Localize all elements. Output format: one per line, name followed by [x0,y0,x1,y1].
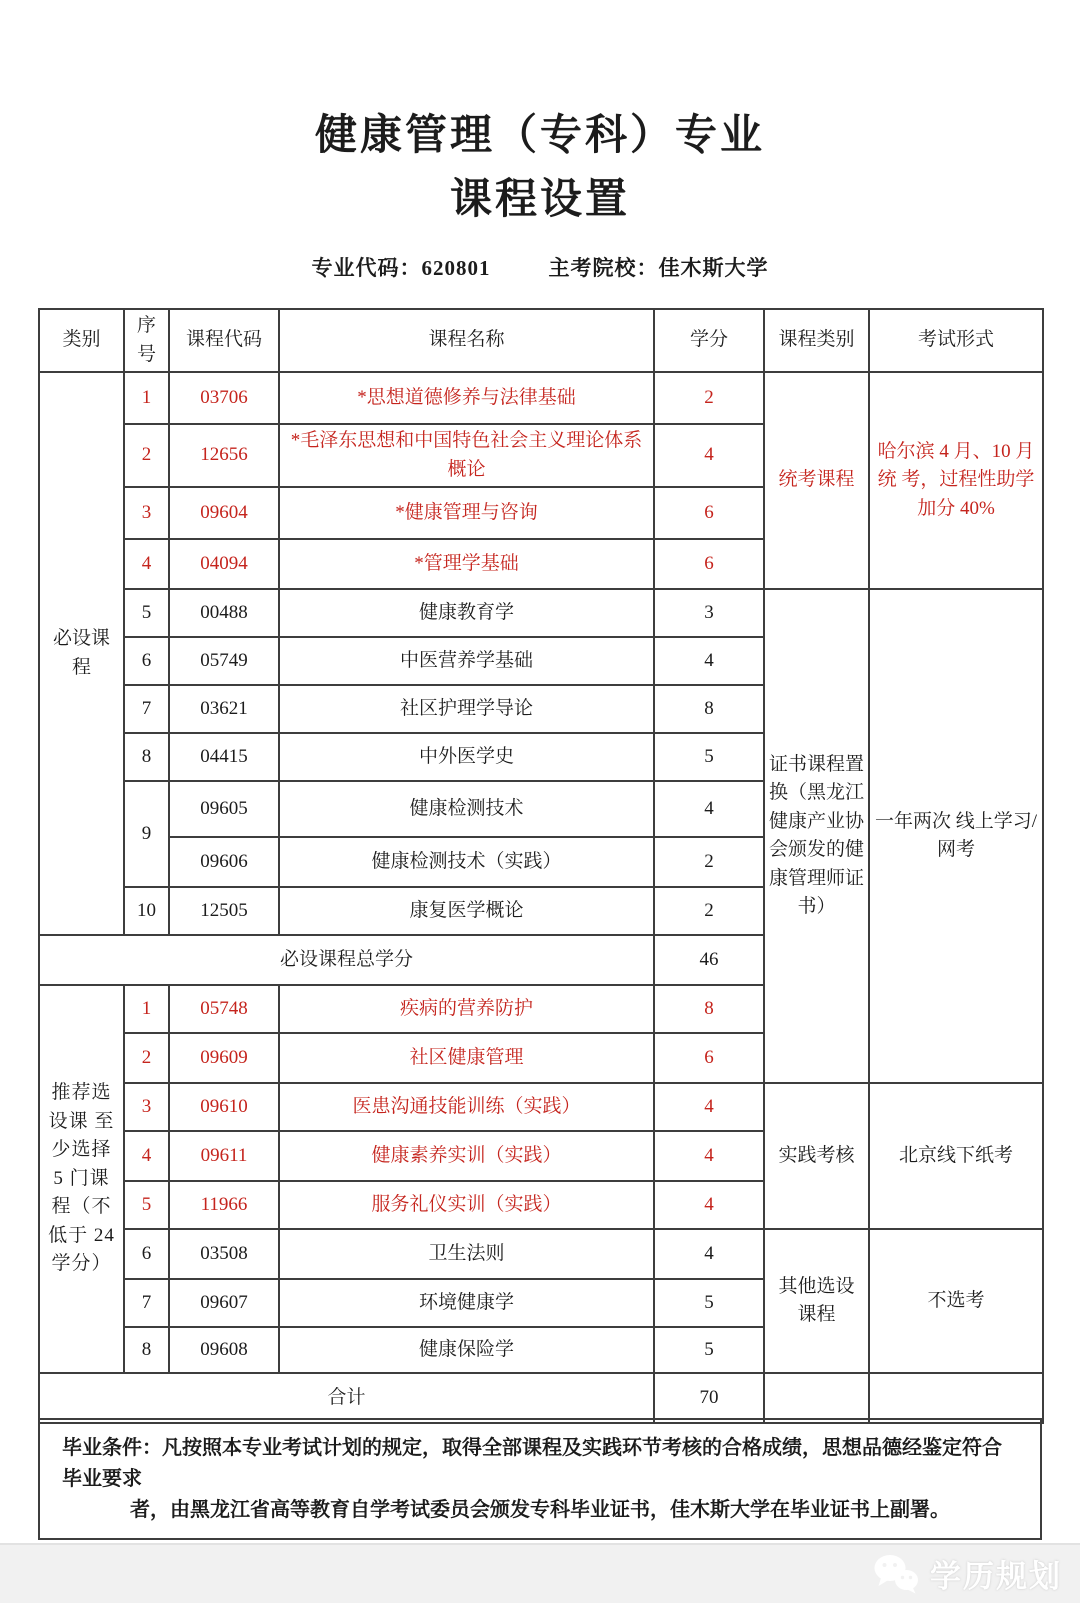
credits-cell: 4 [654,637,764,685]
credits-cell: 8 [654,985,764,1033]
grand-total-row [39,1373,1043,1423]
graduation-conditions-line2: 者，由黑龙江省高等教育自学考试委员会颁发专科毕业证书，佳木斯大学在毕业证书上副署。 [130,1498,950,1521]
seq-cell: 9 [124,781,169,887]
course-type-unified: 统考课程 [764,372,869,589]
course-name-cell: 健康教育学 [279,589,654,637]
course-name-cell: 社区健康管理 [279,1033,654,1083]
course-name-cell: 医患沟通技能训练（实践） [279,1083,654,1131]
course-name-cell: 健康保险学 [279,1327,654,1373]
credits-cell: 4 [654,1131,764,1181]
table-row [39,372,1043,424]
seq-cell: 2 [124,424,169,487]
header-code: 课程代码 [169,309,279,372]
credits-cell: 2 [654,372,764,424]
wechat-icon [872,1554,920,1594]
course-name-cell: 健康检测技术（实践） [279,837,654,887]
credits-cell: 3 [654,589,764,637]
seq-cell: 5 [124,1181,169,1229]
seq-cell: 8 [124,1327,169,1373]
table-row [39,1229,1043,1279]
credits-cell: 5 [654,1279,764,1327]
course-name-cell: *思想道德修养与法律基础 [279,372,654,424]
course-type-other: 其他选设 课程 [764,1229,869,1373]
exam-form-unified: 哈尔滨 4 月、10 月统 考，过程性助学加分 40% [869,372,1043,589]
credits-cell: 8 [654,685,764,733]
course-name-cell: 健康素养实训（实践） [279,1131,654,1181]
exam-form-certificate: 一年两次 线上学习/网考 [869,589,1043,1083]
course-name-cell: 中外医学史 [279,733,654,781]
header-credits: 学分 [654,309,764,372]
seq-cell: 4 [124,1131,169,1181]
course-name-cell: 卫生法则 [279,1229,654,1279]
seq-cell: 3 [124,487,169,539]
graduation-conditions-line1: 毕业条件：凡按照本专业考试计划的规定，取得全部课程及实践环节考核的合格成绩，思想品德经鉴定符合毕业要求 [62,1436,1002,1490]
credits-cell: 2 [654,887,764,935]
course-name-cell: 康复医学概论 [279,887,654,935]
code-cell: 09605 [169,781,279,837]
code-cell: 09607 [169,1279,279,1327]
header-seq: 序号 [124,309,169,372]
document-header [0,104,1080,282]
table-row [39,589,1043,637]
code-cell: 04094 [169,539,279,589]
header-exam-form: 考试形式 [869,309,1043,372]
header-category: 类别 [39,309,124,372]
seq-cell: 7 [124,685,169,733]
code-cell: 03508 [169,1229,279,1279]
course-name-cell: *管理学基础 [279,539,654,589]
credits-cell: 2 [654,837,764,887]
document-subtitle [0,252,1080,282]
seq-cell: 1 [124,985,169,1033]
course-setup-table [38,308,1044,1424]
grand-total-label: 合计 [39,1373,654,1423]
course-name-cell: *毛泽东思想和中国特色社会主义理论体系概论 [279,424,654,487]
code-cell: 09606 [169,837,279,887]
seq-cell: 7 [124,1279,169,1327]
footer-strip [0,1543,1080,1603]
watermark-label: 学历规划 [930,1559,1062,1594]
watermark [872,1551,1062,1596]
credits-cell: 4 [654,1083,764,1131]
code-cell: 00488 [169,589,279,637]
code-cell: 09609 [169,1033,279,1083]
code-cell: 09610 [169,1083,279,1131]
seq-cell: 8 [124,733,169,781]
course-type-certificate: 证书课程置换（黑龙江健康产业协会颁发的健康管理师证书） [764,589,869,1083]
empty-course-type-cell [764,1373,869,1423]
table-header-row [39,309,1043,372]
credits-cell: 6 [654,1033,764,1083]
course-name-cell: 服务礼仪实训（实践） [279,1181,654,1229]
exam-form-other: 不选考 [869,1229,1043,1373]
seq-cell: 5 [124,589,169,637]
course-name-cell: 疾病的营养防护 [279,985,654,1033]
credits-cell: 6 [654,539,764,589]
grand-total-credits: 70 [654,1373,764,1423]
graduation-conditions-box [38,1418,1042,1540]
required-total-credits: 46 [654,935,764,985]
seq-cell: 10 [124,887,169,935]
category-required: 必设课程 [39,372,124,935]
code-cell: 03621 [169,685,279,733]
host-school: 主考院校：佳木斯大学 [548,256,769,280]
course-name-cell: 中医营养学基础 [279,637,654,685]
credits-cell: 4 [654,424,764,487]
seq-cell: 2 [124,1033,169,1083]
header-name: 课程名称 [279,309,654,372]
code-cell: 11966 [169,1181,279,1229]
category-elective: 推荐选设课 至少选择 5 门课程（不低于 24 学分） [39,985,124,1373]
credits-cell: 4 [654,1229,764,1279]
code-cell: 05749 [169,637,279,685]
code-cell: 09608 [169,1327,279,1373]
course-name-cell: *健康管理与咨询 [279,487,654,539]
table-row [39,1083,1043,1131]
code-cell: 12656 [169,424,279,487]
credits-cell: 4 [654,1181,764,1229]
code-cell: 05748 [169,985,279,1033]
credits-cell: 5 [654,733,764,781]
course-name-cell: 健康检测技术 [279,781,654,837]
seq-cell: 6 [124,1229,169,1279]
required-total-label: 必设课程总学分 [39,935,654,985]
seq-cell: 1 [124,372,169,424]
empty-exam-form-cell [869,1373,1043,1423]
seq-cell: 4 [124,539,169,589]
page-title-line1: 健康管理（专科）专业 [314,113,765,159]
credits-cell: 4 [654,781,764,837]
code-cell: 09611 [169,1131,279,1181]
course-name-cell: 社区护理学导论 [279,685,654,733]
course-name-cell: 环境健康学 [279,1279,654,1327]
page-title-line2: 课程设置 [449,177,630,223]
seq-cell: 3 [124,1083,169,1131]
credits-cell: 5 [654,1327,764,1373]
major-code: 专业代码：620801 [311,256,491,280]
credits-cell: 6 [654,487,764,539]
code-cell: 04415 [169,733,279,781]
header-course-type: 课程类别 [764,309,869,372]
seq-cell: 6 [124,637,169,685]
course-type-practice: 实践考核 [764,1083,869,1229]
code-cell: 09604 [169,487,279,539]
code-cell: 03706 [169,372,279,424]
code-cell: 12505 [169,887,279,935]
exam-form-practice: 北京线下纸考 [869,1083,1043,1229]
